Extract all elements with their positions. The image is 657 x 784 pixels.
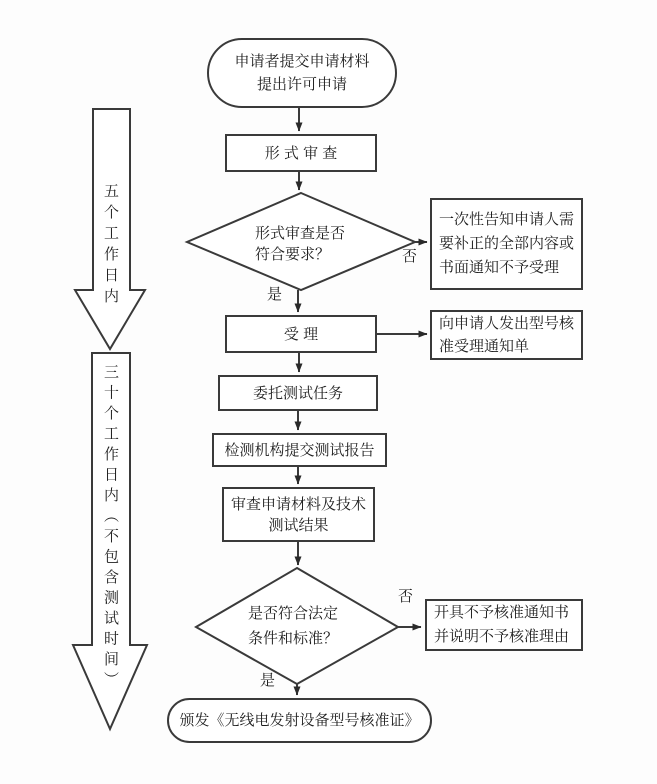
start-node [207, 38, 397, 108]
start-node-line1: 申请者提交申请材料 [234, 53, 370, 70]
notify-correct-line2: 要补正的全部内容或 [439, 235, 575, 252]
notify-reject-line2: 并说明不予核准理由 [434, 628, 570, 645]
decision-formal-line1: 形式审查是否 [255, 225, 346, 242]
decision-legal-line1: 是否符合法定 [248, 605, 339, 622]
decision-legal-line2: 条件和标准？ [248, 630, 339, 647]
notify-accept-line1: 向申请人发出型号核 [439, 315, 575, 332]
end-node [167, 698, 432, 743]
review-result-node [222, 487, 375, 542]
accept-label: 受 理 [283, 325, 319, 343]
edge-label-no-legal: 否 [398, 588, 414, 605]
notify-correct-line3: 书面通知不予受理 [439, 259, 560, 276]
start-node-line2: 提出许可申请 [256, 76, 347, 93]
edge-label-yes-formal: 是 [267, 286, 283, 303]
formal-review-node [225, 134, 377, 172]
notify-reject-node [425, 599, 583, 651]
decision-formal-text [255, 223, 345, 265]
notify-correct-node [430, 198, 583, 290]
review-result-line1: 审查申请材料及技术 [230, 495, 366, 513]
notify-reject-line1: 开具不予核准通知书 [434, 604, 570, 621]
delegate-test-node [218, 375, 378, 411]
test-report-node [212, 433, 387, 467]
timeline-thirty-days-label: 三十个工作日内（不包含测试时间） [102, 364, 119, 692]
notify-accept-node [430, 310, 583, 360]
accept-node [225, 315, 377, 353]
review-result-line2: 测试结果 [268, 516, 329, 534]
decision-formal-line2: 符合要求？ [255, 246, 331, 263]
end-node-label: 颁发《无线电发射设备型号核准证》 [179, 712, 420, 729]
formal-review-label: 形 式 审 查 [264, 144, 338, 162]
notify-accept-line2: 准受理通知单 [439, 338, 530, 355]
edge-label-no-formal: 否 [402, 248, 418, 265]
test-report-label: 检测机构提交测试报告 [224, 441, 375, 459]
timeline-five-days-label: 五个工作日内 [102, 183, 119, 309]
edge-label-yes-legal: 是 [260, 672, 276, 689]
decision-legal-text [248, 601, 338, 651]
delegate-test-label: 委托测试任务 [252, 384, 343, 402]
notify-correct-line1: 一次性告知申请人需 [439, 211, 575, 228]
